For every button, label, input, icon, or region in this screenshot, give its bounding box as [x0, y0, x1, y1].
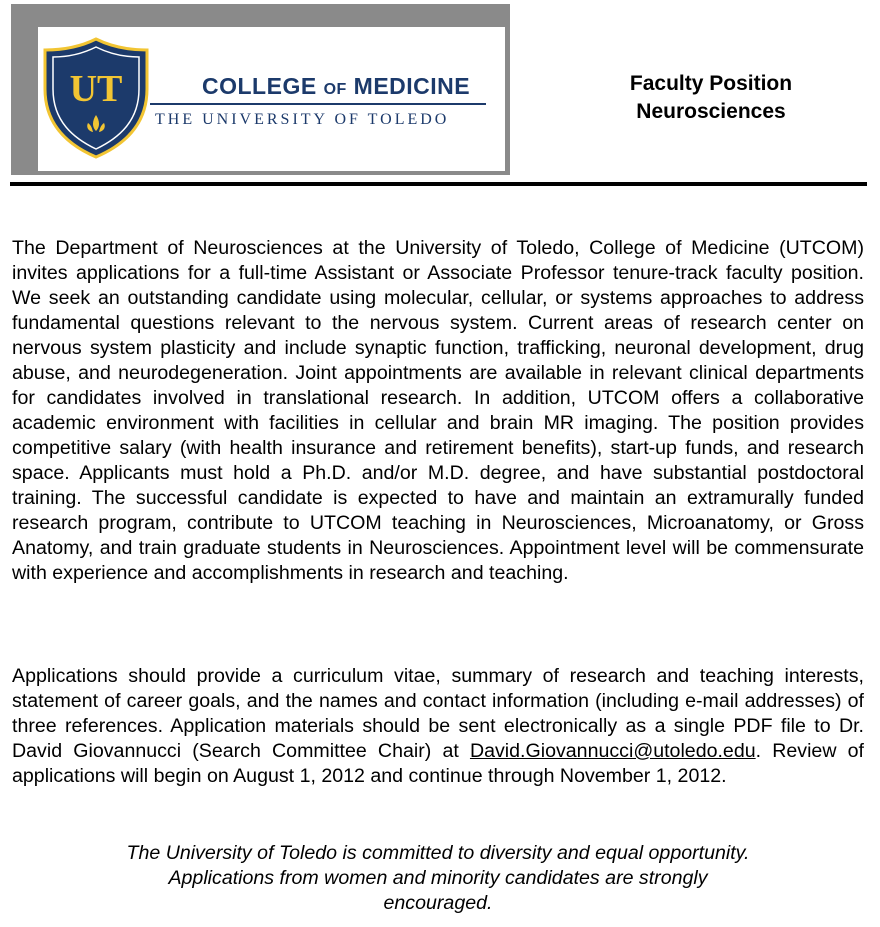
college-of: OF [323, 81, 347, 98]
logo-frame [11, 4, 510, 175]
ut-monogram: UT [69, 68, 123, 110]
university-name: THE UNIVERSITY OF TOLEDO [155, 111, 450, 128]
header-divider [10, 182, 867, 186]
application-text: Applications should provide a curriculum vitae, summary of research and teaching interests, statement of career goals, and the names and contact information (including e-mail addresses) of three references. Application materials should be sent electronically as a single PDF file to Dr. David Giovannucci (Search Committee Chair) at [12, 665, 864, 762]
equal-opportunity-statement [0, 841, 876, 916]
application-paragraph [12, 664, 864, 789]
ut-shield-icon [42, 37, 150, 159]
college-name [202, 73, 470, 100]
college-word: COLLEGE [202, 73, 324, 99]
closing-line3: encouraged. [383, 892, 493, 914]
position-title [570, 70, 852, 126]
review-dates-text: . Review of applications will begin on August 1, 2012 and continue through November 1, 2012. [12, 740, 864, 787]
contact-email-link[interactable]: David.Giovannucci@utoledo.edu [469, 740, 756, 762]
position-title-line1: Faculty Position [629, 72, 793, 95]
logo-divider [150, 103, 486, 105]
medicine-word: MEDICINE [346, 73, 471, 99]
description-paragraph: The Department of Neurosciences at the University of Toledo, College of Medicine (UTCOM) invites applications for a full-time Assistant or Associate Professor tenure-track faculty position. We seek an outstanding candidate using molecular, cellular, or systems approaches to address fundamental questions relevant to the nervous system. Current areas of research center on nervous system plasticity and include synaptic function, trafficking, neuronal development, drug abuse, and neurodegeneration. Joint appointments are available in relevant clinical departments for candidates involved in translational research. In addition, UTCOM offers a collaborative academic environment with facilities in cellular and brain MR imaging. The position provides competitive salary (with health insurance and retirement benefits), start-up funds, and research space. Applicants must hold a Ph.D. and/or M.D. degree, and have substantial postdoctoral training. The successful candidate is expected to have and maintain an extramurally funded research program, contribute to UTCOM teaching in Neurosciences, Microanatomy, or Gross Anatomy, and train graduate students in Neurosciences. Appointment level will be commensurate with experience and accomplishments in research and teaching. [12, 237, 864, 584]
college-logo [38, 27, 505, 171]
position-title-line2: Neurosciences [636, 100, 786, 123]
closing-line2: Applications from women and minority candidates are strongly [168, 867, 708, 889]
closing-line1: The University of Toledo is committed to diversity and equal opportunity. [126, 842, 750, 864]
